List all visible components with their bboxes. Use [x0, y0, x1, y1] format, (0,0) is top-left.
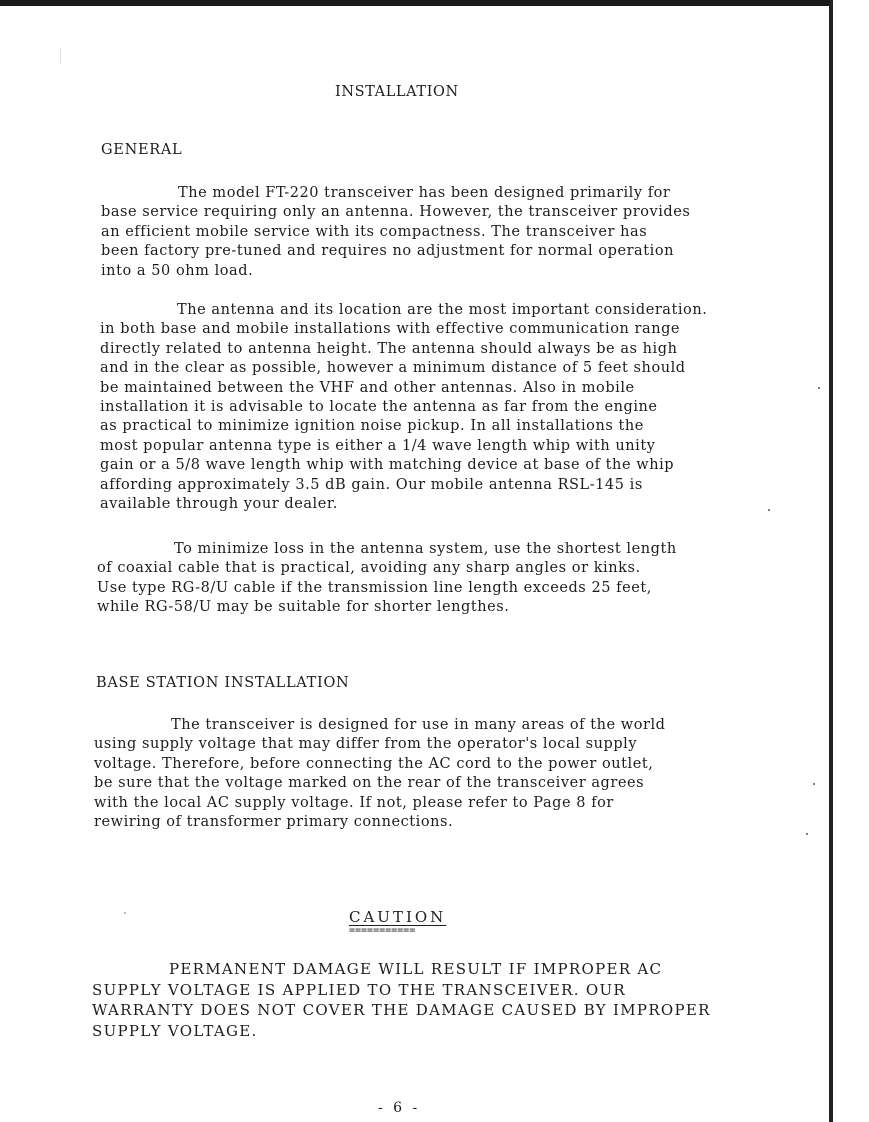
text-line: in both base and mobile installations with effective communication range: [100, 321, 681, 338]
text-line: directly related to antenna height. The antenna should always be as high: [100, 340, 678, 357]
general-paragraph-2: [100, 301, 707, 514]
scan-speck: [813, 783, 815, 785]
base-station-paragraph: [94, 716, 666, 832]
scan-speck: [806, 833, 808, 835]
text-line: WARRANTY DOES NOT COVER THE DAMAGE CAUSED BY IMPROPER: [92, 1001, 711, 1019]
text-line: gain or a 5/8 wave length whip with matching device at base of the whip: [100, 457, 675, 474]
text-line: PERMANENT DAMAGE WILL RESULT IF IMPROPER AC: [169, 960, 663, 978]
text-line: rewiring of transformer primary connections.: [94, 813, 454, 830]
text-line: most popular antenna type is either a 1/4 wave length whip with unity: [100, 437, 656, 454]
caution-warning-text: [92, 959, 711, 1041]
text-line: available through your dealer.: [100, 495, 338, 512]
text-line: affording approximately 3.5 dB gain. Our mobile antenna RSL-145 is: [100, 476, 643, 493]
text-line: installation it is advisable to locate the antenna as far from the engine: [100, 398, 658, 415]
text-line: into a 50 ohm load.: [101, 262, 254, 279]
caution-heading: CAUTION: [349, 908, 447, 926]
text-line: The antenna and its location are the most important consideration.: [177, 302, 708, 318]
text-line: using supply voltage that may differ from the operator's local supply: [94, 736, 638, 753]
text-line: and in the clear as possible, however a minimum distance of 5 feet should: [100, 360, 686, 377]
page-number: - 6 -: [378, 1100, 421, 1116]
text-line: while RG-58/U may be suitable for shorter lengthes.: [97, 599, 510, 616]
section-heading-base-station: BASE STATION INSTALLATION: [96, 675, 350, 691]
text-line: with the local AC supply voltage. If not, please refer to Page 8 for: [94, 794, 614, 811]
text-line: been factory pre-tuned and requires no adjustment for normal operation: [101, 243, 674, 260]
text-line: be sure that the voltage marked on the rear of the transceiver agrees: [94, 775, 645, 792]
page-title: INSTALLATION: [335, 84, 459, 100]
text-line: SUPPLY VOLTAGE.: [92, 1021, 258, 1040]
text-line: be maintained between the VHF and other antennas. Also in mobile: [100, 379, 635, 396]
text-line: an efficient mobile service with its compactness. The transceiver has: [101, 223, 648, 240]
caution-underline: ===========: [349, 925, 416, 936]
text-line: of coaxial cable that is practical, avoiding any sharp angles or kinks.: [97, 560, 641, 577]
text-line: The model FT-220 transceiver has been designed primarily for: [178, 185, 671, 201]
scan-speck: [124, 912, 126, 914]
text-line: To minimize loss in the antenna system, use the shortest length: [174, 541, 677, 557]
general-paragraph-3: [97, 540, 677, 618]
general-paragraph-1: [101, 184, 690, 281]
text-line: voltage. Therefore, before connecting the AC cord to the power outlet,: [94, 755, 654, 772]
section-heading-general: GENERAL: [101, 142, 183, 158]
text-line: The transceiver is designed for use in many areas of the world: [171, 717, 666, 733]
text-line: Use type RG-8/U cable if the transmission line length exceeds 25 feet,: [97, 579, 652, 596]
text-line: as practical to minimize ignition noise pickup. In all installations the: [100, 418, 644, 435]
margin-mark: [60, 48, 61, 64]
top-border-rule: [0, 0, 832, 6]
text-line: base service requiring only an antenna. However, the transceiver provides: [101, 204, 691, 221]
scan-speck: [768, 509, 770, 511]
right-border-rule: [829, 0, 833, 1122]
text-line: SUPPLY VOLTAGE IS APPLIED TO THE TRANSCEIVER. OUR: [92, 980, 627, 999]
scan-speck: [818, 387, 820, 389]
